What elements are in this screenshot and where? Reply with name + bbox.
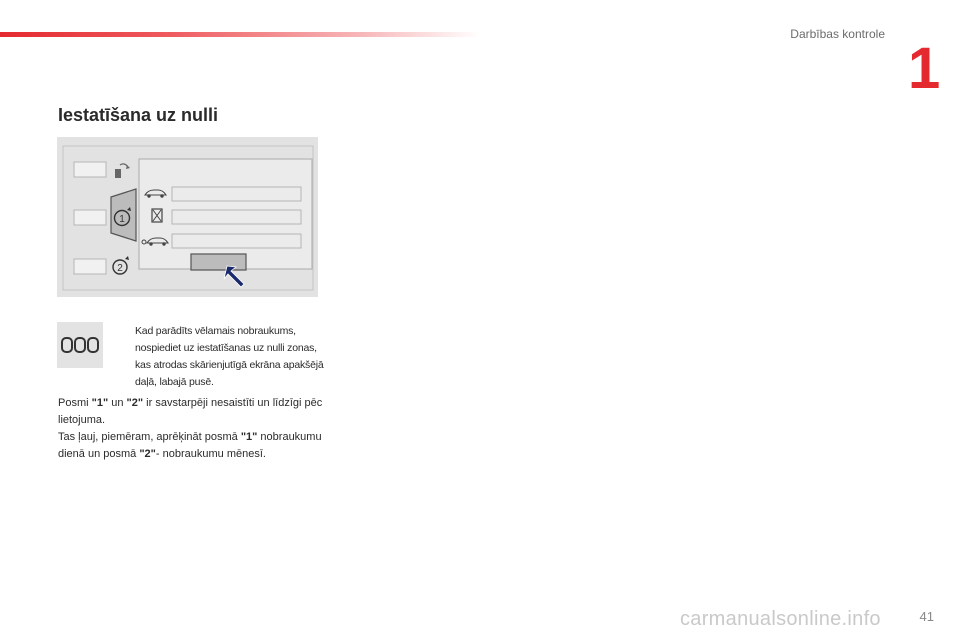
reset-button-icon xyxy=(57,322,103,368)
left-tab-boxes xyxy=(74,162,106,274)
body-text-segment: - nobraukumu mēnesī. xyxy=(155,448,266,460)
trip-1-ref: "1" xyxy=(91,397,109,409)
value-field-1 xyxy=(172,187,301,201)
fuel-range-icon xyxy=(115,164,130,178)
trip-2-icon xyxy=(113,256,129,274)
body-text-segment: Tas ļauj, piemēram, aprēķināt posmā xyxy=(58,431,241,443)
value-field-3 xyxy=(172,234,301,248)
body-text-segment: ir savstarpēji nesaistīti un līdzīgi pēc lietojuma. xyxy=(58,397,323,426)
value-field-2 xyxy=(172,210,301,224)
reset-zone-button xyxy=(191,254,246,270)
touchscreen-illustration xyxy=(57,137,318,297)
trip-1-ref: "1" xyxy=(240,431,258,443)
bullet-text: Kad parādīts vēlamais nobraukums, nospiediet uz iestatīšanas uz nulli zonas, kas atrodas skārienjutīgā ekrāna apakšējā daļā, labajā pusē. xyxy=(135,325,324,388)
trip-1-label: 1 xyxy=(119,214,125,225)
explanation-paragraph xyxy=(58,395,328,463)
trip-2-ref: "2" xyxy=(126,397,144,409)
body-text-segment: nobraukumu dienā un posmā xyxy=(58,431,322,460)
chapter-number: 1 xyxy=(908,36,941,101)
section-title: Darbības kontrole xyxy=(790,27,885,41)
trip-2-label: 2 xyxy=(117,263,123,274)
header-accent-bar xyxy=(0,32,480,37)
page-heading: Iestatīšana uz nulli xyxy=(58,105,219,125)
body-text-segment: un xyxy=(108,397,127,409)
body-text-segment: Posmi xyxy=(58,397,92,409)
trip-2-ref: "2" xyxy=(139,448,156,460)
page-number: 41 xyxy=(919,609,934,624)
watermark: carmanualsonline.info xyxy=(680,608,881,630)
